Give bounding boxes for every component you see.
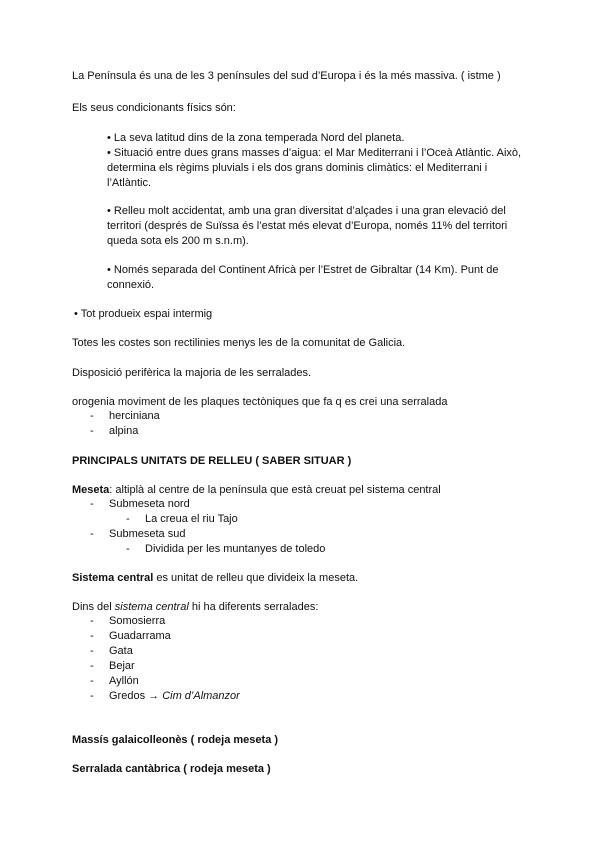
cantabrica-heading: Serralada cantàbrica ( rodeja meseta )	[72, 763, 271, 775]
meseta-term: Meseta	[72, 484, 110, 496]
sistema-central-text: es unitat de relleu que divideix la meseta.	[153, 572, 359, 584]
sistema-central-term: Sistema central	[72, 572, 154, 584]
bullet-situation: • Situació entre dues grans masses d’aigua: el Mar Mediterrani i l’Oceà Atlàntic. Això, determina els règims pluvials i els dos grans dominis climàtics: el Mediterrani i l’Atlàntic.	[107, 147, 522, 189]
dash-marker: -	[90, 425, 94, 437]
dins-italic: sistema central	[114, 601, 189, 613]
bullet-separation: • Només separada del Continent Africà per l’Estret de Gibraltar (14 Km). Punt de connexió.	[107, 264, 499, 291]
dash-marker: -	[126, 543, 130, 555]
sistema-central-paragraph	[72, 571, 542, 586]
section-title: PRINCIPALS UNITATS DE RELLEU ( SABER SITUAR )	[72, 455, 352, 467]
dash-marker: -	[90, 660, 94, 672]
bullet-intermig: • Tot produeix espai intermig	[74, 308, 213, 320]
dash-marker: -	[90, 528, 94, 540]
bullet-relief: • Relleu molt accidentat, amb una gran diversitat d’alçades i una gran elevació del territori (després de Suïssa és l’estat més elevat d’Europa, només 11% del territori queda sota els 200 m s.n.m).	[107, 205, 508, 247]
dash-marker: -	[90, 410, 94, 422]
dash-marker: -	[90, 675, 94, 687]
bullet-latitude: • La seva latitud dins de la zona temperada Nord del planeta.	[107, 132, 405, 144]
dash-marker: -	[90, 498, 94, 510]
meseta-text: : altiplà al centre de la península que està creuat pel sistema central	[109, 484, 441, 496]
coasts-paragraph: Totes les costes son rectilinies menys les de la comunitat de Galicia.	[72, 337, 406, 349]
massis-heading: Massís galaicolleonès ( rodeja meseta )	[72, 734, 279, 746]
gredos-peak: Cim d’Almanzor	[162, 690, 240, 702]
intro-paragraph: La Península és una de les 3 penínsules del sud d’Europa i és la més massiva. ( istme )	[72, 70, 501, 82]
document-page: La Península és una de les 3 penínsules del sud d’Europa i és la més massiva. ( istme ) Els seus condicionants físics són: • La seva latitud dins de la zona temperada Nord del planeta. • Situació entre dues grans masses d’aigua: el Mar Mediterrani i l’Oceà Atlàntic. Això, determina els règims pluvials i els dos grans dominis climàtics: el Mediterrani i l’Atlàntic. • Relleu molt accidentat, amb una gran diversitat d’alçades i una gran elevació del territori (després de Suïssa és l’estat més elevat d’Europa, només 11% del territori queda sota els 200 m s.n.m). • Només separada del Continent Africà per l’Estret de Gibraltar (14 Km). Punt de connexió. • Tot produeix espai intermig Totes les costes son rectilinies menys les de la comunitat de Galicia. Disposició perifèrica la majoria de les serralades. orogenia moviment de les plaques tectòniques que fa q es crei una serralada - herciniana - alpina PRINCIPALS UNITATS DE RELLEU ( SABER SITUAR ) Meseta: altiplà al centre de la península que està creuat pel sistema central - Submeseta nord - La creua el riu Tajo - Submeseta sud - Dividida per les muntanyes de toledo Sistema central es unitat de relleu que divideix la meseta. Dins del sistema central hi ha diferents serralades: - Somosierra - Guadarrama - Gata - Bejar - Ayllón - Gredos → Cim d’Almanzor Massís galaicolleonès ( rodeja meseta ) Serralada cantàbrica ( rodeja meseta )	[0, 0, 600, 848]
dash-marker: -	[90, 615, 94, 627]
meseta-paragraph	[72, 483, 542, 498]
dash-marker: -	[90, 630, 94, 642]
dash-marker: -	[90, 645, 94, 657]
dins-paragraph: Dins del sistema central hi ha diferents serralades:	[72, 601, 319, 613]
dash-marker: -	[126, 513, 130, 525]
dash-marker: -	[90, 690, 94, 702]
orogeny-paragraph: orogenia moviment de les plaques tectòniques que fa q es crei una serralada	[72, 396, 448, 408]
peripheral-paragraph: Disposició perifèrica la majoria de les serralades.	[72, 367, 312, 379]
conditions-heading: Els seus condicionants físics són:	[72, 102, 236, 114]
